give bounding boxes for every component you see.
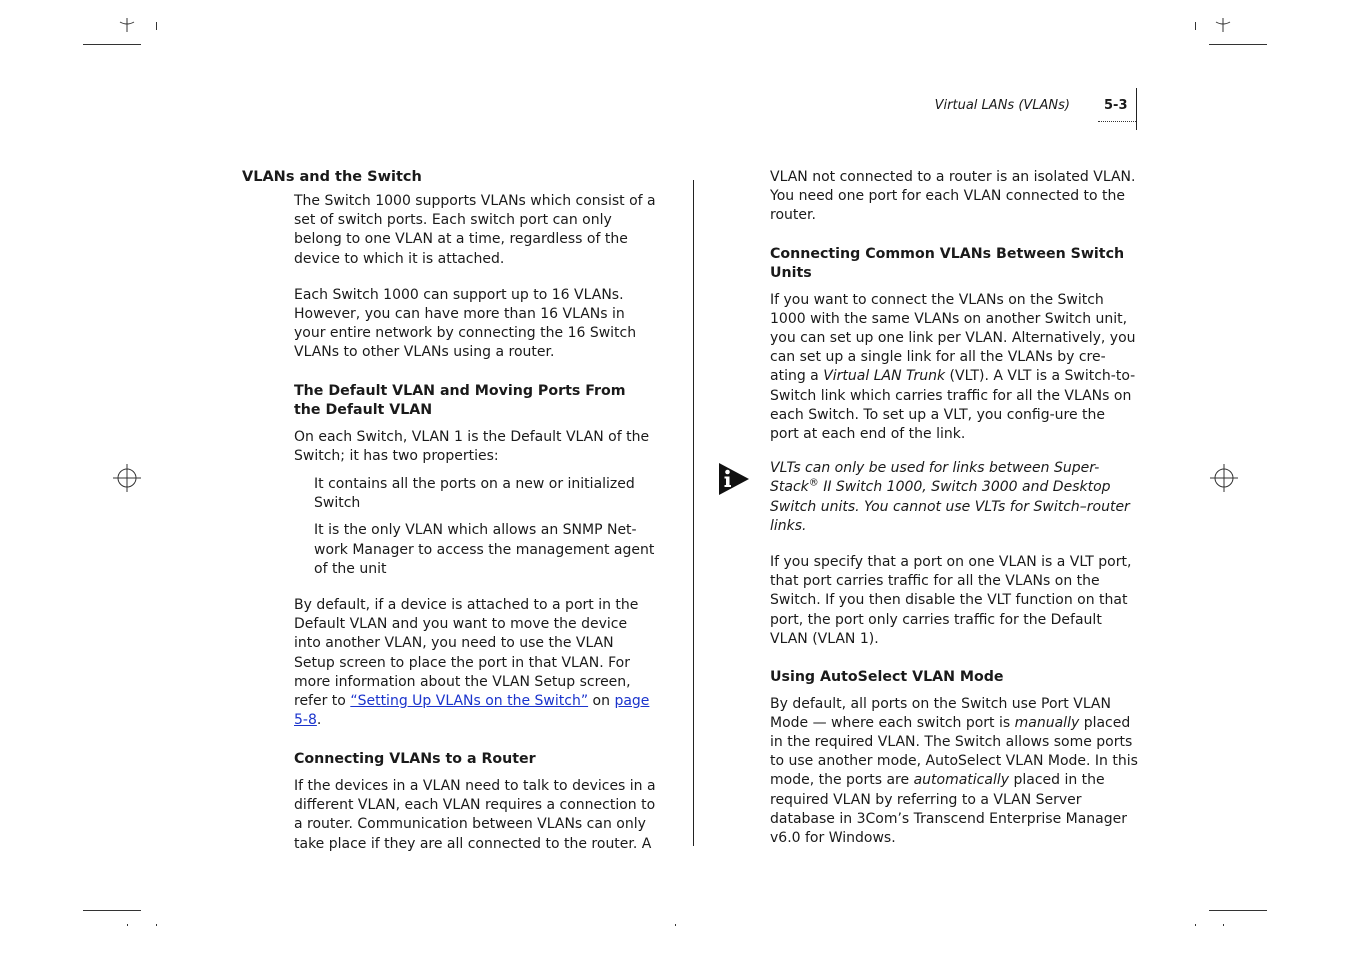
column-divider — [693, 180, 694, 846]
paragraph: VLAN not connected to a router is an isolated VLAN. You need one port for each VLAN connected to the router. — [770, 169, 1136, 224]
paragraph: If the devices in a VLAN need to talk to devices in a different VLAN, each VLAN requires a connection to a router. Communication between VLANs can only take place if they are all connected to the router. A — [294, 777, 656, 852]
note-text: VLTs can only be used for links between Super-Stack® II Switch 1000, Switch 3000 and Desktop Switch units. You cannot use VLTs for Switch–router links. — [770, 460, 1130, 534]
subheading-autoselect: Using AutoSelect VLAN Mode — [770, 669, 1004, 686]
subheading-connecting-router: Connecting VLANs to a Router — [294, 751, 536, 768]
info-note-icon — [718, 462, 750, 496]
paragraph: If you specify that a port on one VLAN is a VLT port, that port carries traffic for all the VLANs on the Switch. If you then disable the VLT function on that port, the port only carries traffic for the Default VLAN (VLAN 1). — [770, 554, 1132, 647]
page-number-dots — [1098, 121, 1136, 126]
link-setting-up-vlans[interactable]: “Setting Up VLANs on the Switch” — [350, 693, 589, 710]
running-title: Virtual LANs (VLANs) — [934, 98, 1070, 113]
registration-mark-icon — [112, 463, 142, 493]
paragraph: Each Switch 1000 can support up to 16 VLANs. However, you can have more than 16 VLANs in your entire network by connecting the 16 Switch VLANs to other VLANs using a router. — [294, 286, 637, 361]
registration-mark-icon — [1209, 463, 1239, 493]
registration-mark-icon — [118, 16, 136, 32]
page-number-rule — [1136, 88, 1137, 130]
paragraph: If you want to connect the VLANs on the Switch 1000 with the same VLANs on another Switch unit, you can set up one link per VLAN. Alternatively, you can set up a single link for all the VLANs by cre-ating a Virtual LAN Trunk (VLT). A VLT is a Switch-to-Switch link which carries traffic for all the VLANs on each Switch. To set up a VLT, you config-ure the port at each end of the link. — [770, 291, 1136, 443]
left-column — [294, 192, 656, 854]
subheading-default-vlan: The Default VLAN and Moving Ports From the Default VLAN — [294, 382, 626, 419]
bullet-list — [294, 475, 656, 579]
list-item: It contains all the ports on a new or initialized Switch — [314, 476, 635, 512]
paragraph: By default, if a device is attached to a port in the Default VLAN and you want to move the device into another VLAN, you need to use the VLAN Setup screen to place the port in that VLAN. For more information about the VLAN Setup screen, refer to “Setting Up VLANs on the Switch” on page 5-8. — [294, 597, 650, 729]
registration-mark-icon — [1214, 16, 1232, 32]
section-title: VLANs and the Switch — [242, 169, 422, 185]
link-page-5-8[interactable]: page 5-8 — [294, 693, 650, 729]
subheading-common-vlans: Connecting Common VLANs Between Switch Units — [770, 245, 1125, 282]
paragraph: By default, all ports on the Switch use Port VLAN Mode — where each switch port is manually placed in the required VLAN. The Switch allows some ports to use another mode, AutoSelect VLAN Mode. In this mode, the ports are automatically placed in the required VLAN by referring to a VLAN Server database in 3Com’s Transcend Enterprise Manager v6.0 for Windows. — [770, 695, 1138, 846]
page-number: 5-3 — [1104, 98, 1128, 113]
paragraph: On each Switch, VLAN 1 is the Default VLAN of the Switch; it has two properties: — [294, 428, 650, 464]
right-column — [770, 168, 1138, 848]
list-item: It is the only VLAN which allows an SNMP Net-work Manager to access the management agent of the unit — [314, 522, 655, 577]
paragraph: The Switch 1000 supports VLANs which consist of a set of switch ports. Each switch port can only belong to one VLAN at a time, regardless of the device to which it is attached. — [294, 193, 656, 267]
